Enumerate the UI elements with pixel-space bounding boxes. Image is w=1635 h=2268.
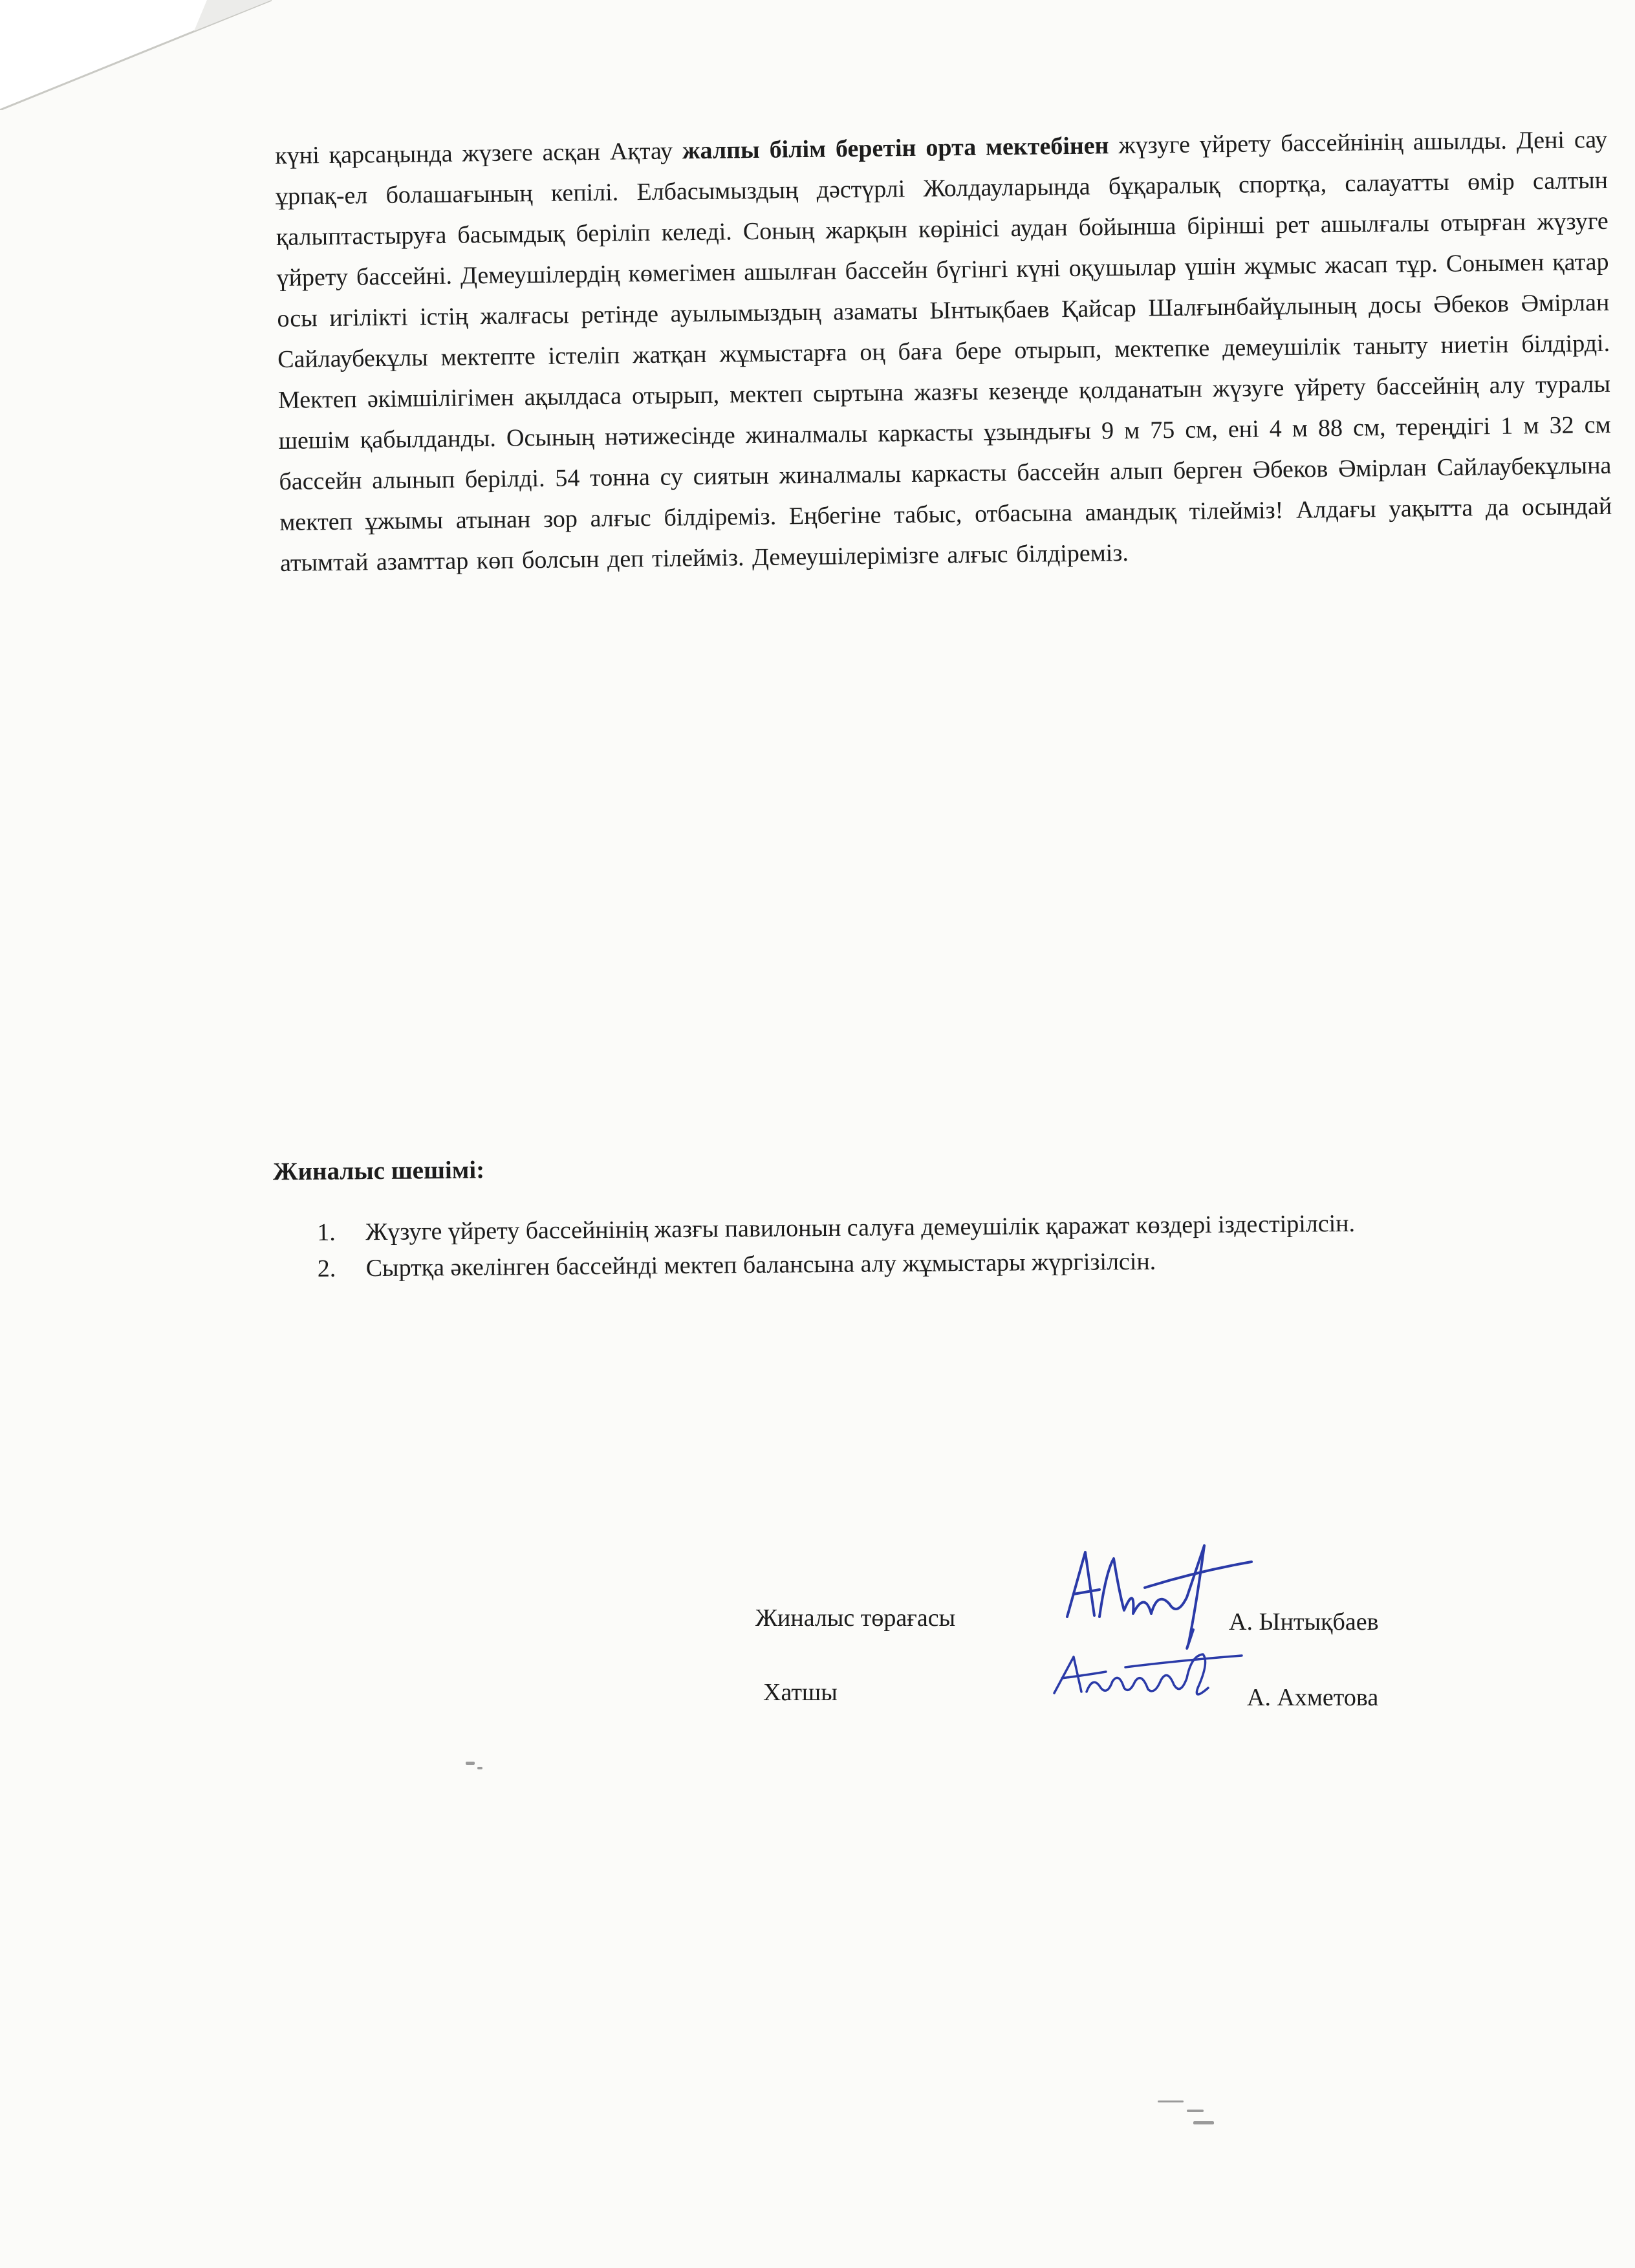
secretary-signature-row <box>0 1678 1635 1730</box>
paragraph-part-1: күні қарсаңында жүзеге асқан Ақтау <box>275 137 683 169</box>
secretary-signature <box>1048 1643 1255 1714</box>
chair-label: Жиналыс төрағасы <box>755 1604 956 1632</box>
paragraph-part-2: жүзуге үйрету бассейнінің ашылды. Дені сау ұрпақ-ел болашағының кепілі. Елбасымыздың дәстүрлі Жолдауларында бұқаралық спортқа, салауатты өмір салтын қалыптастыруға басымдық беріліп келеді. Соның жарқын көрінісі аудан бойынша бірінші рет ашылғалы отырған жүзуге үйрету бассейні. Демеушілердің көмегімен ашылған бассейн бүгінгі күні оқушылар үшін жұмыс жасап тұр. Сонымен қатар осы игілікті істің жалғасы ретінде ауылымыздың азаматы Ынтықбаев Қайсар Шалғынбайұлының досы Әбеков Әмірлан Сайлаубекұлы мектепте істеліп жатқан жұмыстарға оң баға бере отырып, мектепке демеушілік таныту ниетін білдірді. Мектеп әкімшілігімен ақылдаса отырып, мектеп сыртына жазғы кезеңде қолданатын жүзуге үйрету бассейнің алу туралы шешім қабылданды. Осының нәтижесінде жиналмалы каркасты ұзындығы 9 м 75 см, ені 4 м 88 см, тереңдігі 1 м 32 см бассейн алынып берілді. 54 тонна су сиятын жиналмалы каркасты бассейн алып берген Әбеков Әмірлан Сайлаубекұлына мектеп ұжымы атынан зор алғыс білдіреміз. Еңбегіне табыс, отбасына амандық тілейміз! Алдағы уақытта да осындай атымтай азамттар көп болсын деп тілейміз. Демеушілерімізге алғыс білдіреміз. <box>275 125 1612 577</box>
chair-name: А. Ынтықбаев <box>1229 1608 1379 1636</box>
decision-item-number: 1. <box>317 1218 336 1246</box>
decision-item-text: Сыртқа әкелінген бассейнді мектеп балансына алу жұмыстары жүргізілсін. <box>365 1247 1156 1282</box>
scan-speck <box>477 1767 482 1769</box>
secretary-label: Хатшы <box>763 1679 838 1706</box>
decision-item-text: Жүзуге үйрету бассейнінің жазғы павилонын салуға демеушілік қаражат көздері іздестірілсін. <box>365 1209 1356 1246</box>
paragraph-bold-school-name: жалпы білім беретін орта мектебінен <box>682 132 1109 165</box>
main-paragraph <box>275 120 1612 584</box>
scan-speck <box>1187 2110 1204 2112</box>
secretary-name: А. Ахметова <box>1247 1684 1379 1711</box>
decision-list <box>310 1205 1521 1288</box>
scan-speck <box>1158 2101 1184 2102</box>
chair-signature-row <box>0 1604 1635 1656</box>
decision-item-number: 2. <box>317 1255 336 1282</box>
folded-corner <box>0 0 272 110</box>
scan-speck <box>1193 2121 1214 2124</box>
decision-item <box>310 1242 1520 1286</box>
scan-speck <box>466 1762 475 1765</box>
decision-title: Жиналыс шешімі: <box>272 1156 485 1186</box>
